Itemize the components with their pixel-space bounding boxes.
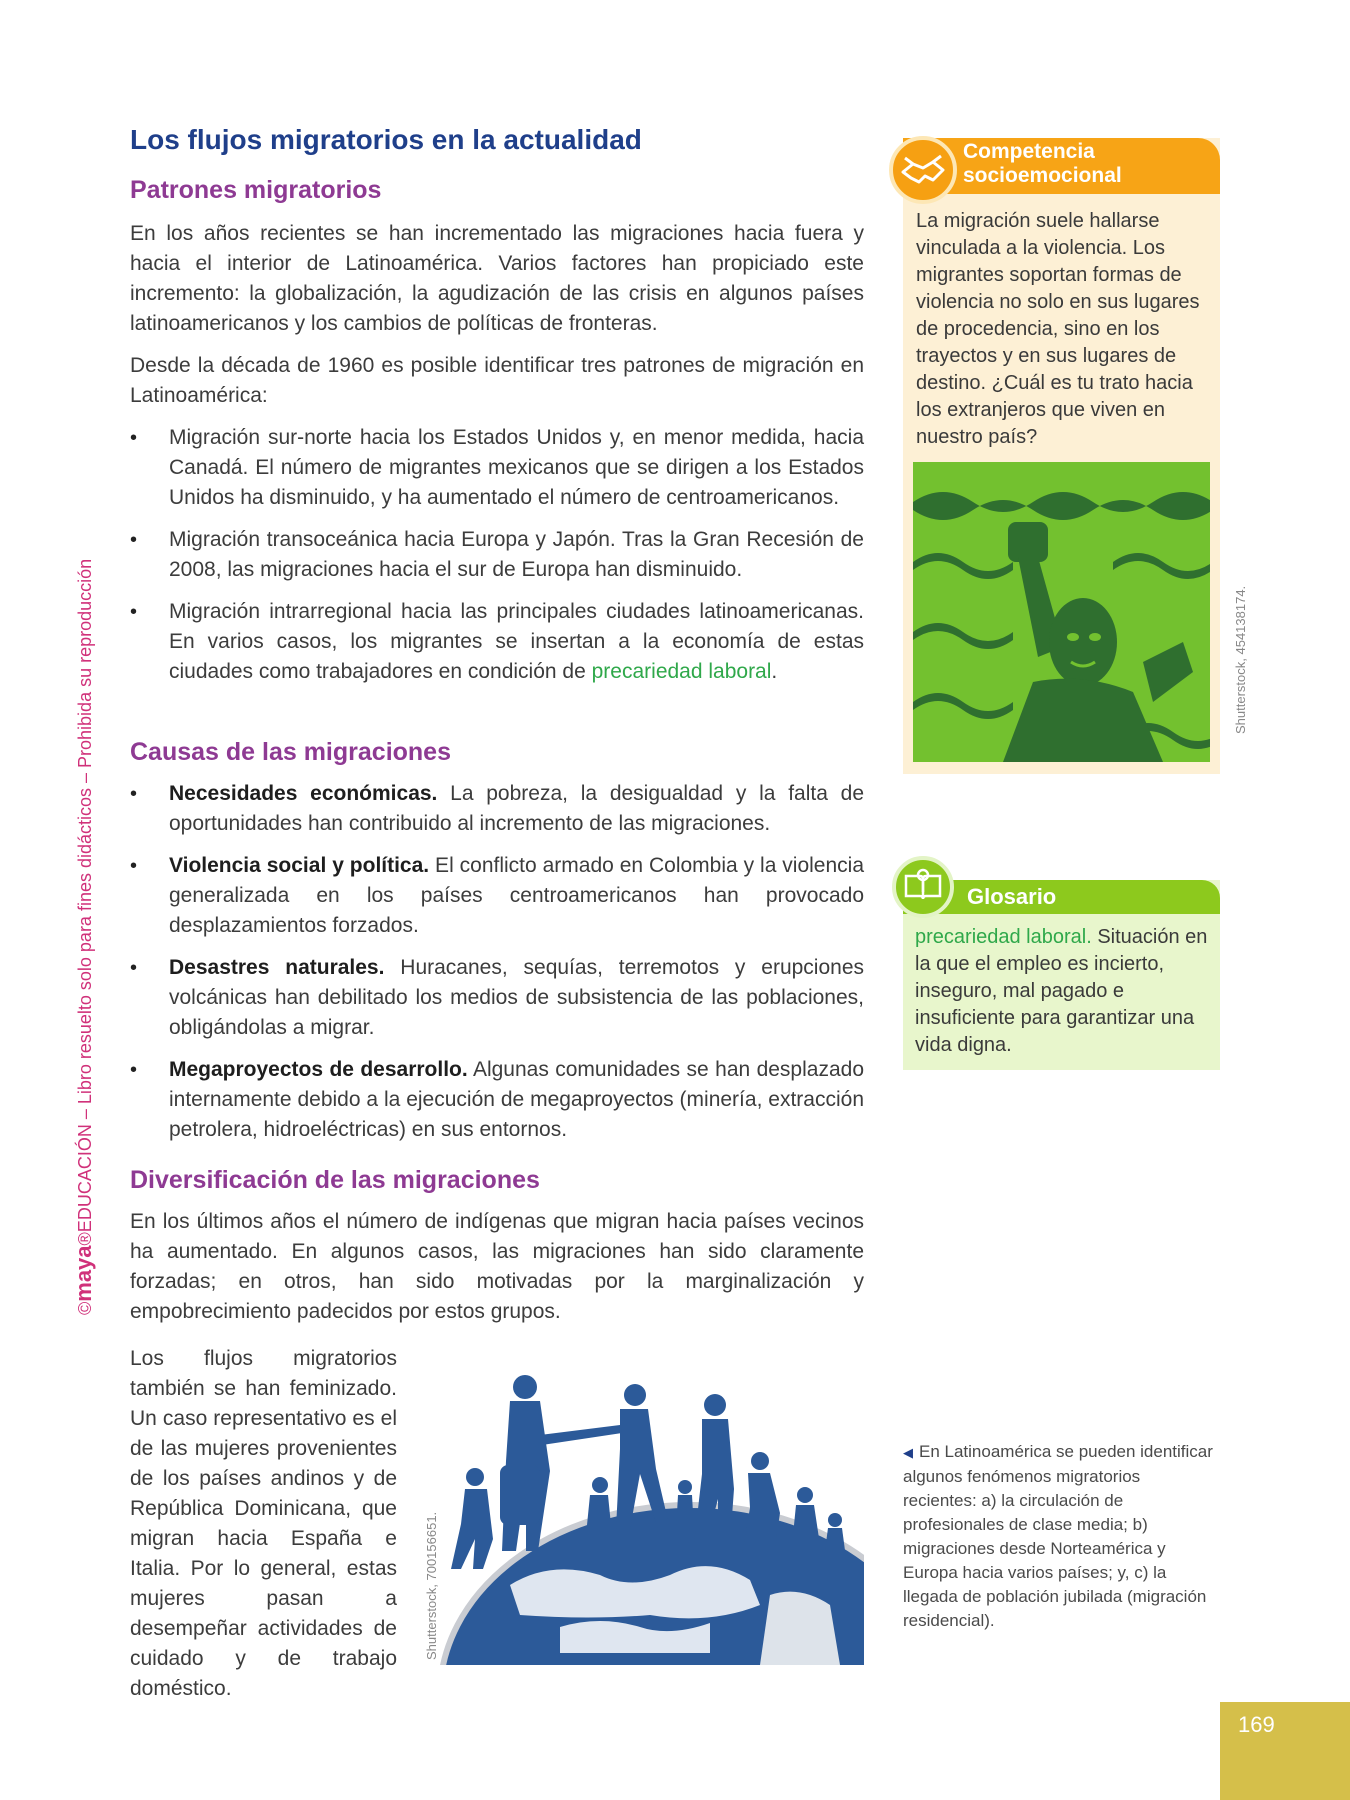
section-patrones — [130, 176, 864, 699]
list-item: • Violencia social y política. El conflicto armado en Colombia y la violencia generalizada en los países centroamericanos han provocado desplazamientos forzados. — [130, 851, 864, 941]
side-copyright-note: ©maya®EDUCACIÓN – Libro resuelto solo para fines didácticos – Prohibida su reproducción — [71, 558, 96, 1315]
page-number: 169 — [1238, 1712, 1275, 1737]
migrants-globe-icon — [440, 1365, 864, 1665]
triangle-left-icon: ◀ — [903, 1445, 913, 1460]
section-heading: Patrones migratorios — [130, 176, 382, 204]
section-causas — [130, 738, 864, 1157]
paragraph: En los últimos años el número de indígenas que migran hacia países vecinos ha aumentado. En algunos casos, las migraciones han sido claramente forzadas; en otros, han sido motivadas por la marginalización y empobrecimiento padecidos por estos grupos. — [130, 1210, 864, 1323]
page-title: Los flujos migratorios en la actualidad — [130, 124, 642, 155]
image-credit: Shutterstock, 700156651. — [424, 1511, 439, 1660]
image-credit: Shutterstock, 454138174. — [1233, 585, 1248, 734]
list-item: • Migración sur-norte hacia los Estados Unidos y, en menor medida, hacia Canadá. El número de migrantes mexicanos que se dirigen a los Estados Unidos ha disminuido, y ha aumentado el número de centroamericanos. — [130, 423, 864, 513]
competencia-title: Competencia socioemocional — [963, 140, 1122, 187]
list-item: • Necesidades económicas. La pobreza, la desigualdad y la falta de oportunidades han contribuido al incremento de las migraciones. — [130, 779, 864, 839]
glossary-term: precariedad laboral. — [915, 926, 1092, 948]
figure-caption: ◀ En Latinoamérica se pueden identificar algunos fenómenos migratorios recientes: a) la circulación de profesionales de clase media; b) migraciones desde Norteamérica y Europa hacia varios países; y, c) la llegada de población jubilada (migración residencial). — [903, 1442, 1213, 1630]
book-key-icon — [892, 856, 954, 918]
list-item: • Megaproyectos de desarrollo. Algunas comunidades se han desplazado internamente debido a la ejecución de megaproyectos (minería, extracción petrolera, hidroeléctricas) en sus entornos. — [130, 1055, 864, 1145]
section-diversificacion — [130, 1166, 864, 1339]
list-item: • Desastres naturales. Huracanes, sequías, terremotos y erupciones volcánicas han debilitado los medios de subsistencia de las poblaciones, obligándolas a migrar. — [130, 953, 864, 1043]
glosario-definition: precariedad laboral. Situación en la que el empleo es incierto, inseguro, mal pagado e insuficiente para garantizar una vida digna. — [915, 926, 1208, 1056]
glosario-title: Glosario — [967, 884, 1057, 909]
glossary-link[interactable]: precariedad laboral — [591, 660, 772, 683]
competencia-text: La migración suele hallarse vinculada a la violencia. Los migrantes soportan formas de violencia no solo en sus lugares de procedencia, sino en los trayectos y en sus lugares de destino. ¿Cuál es tu trato hacia los extranjeros que viven en nuestro país? — [916, 210, 1200, 448]
paragraph: En los años recientes se han incrementado las migraciones hacia fuera y hacia el interior de Latinoamérica. Varios factores han propiciado este incremento: la globalización, la agudización de las crisis en algunos países latinoamericanos y los cambios de políticas de fronteras. — [130, 222, 864, 335]
section-heading: Causas de las migraciones — [130, 738, 451, 766]
section-heading: Diversificación de las migraciones — [130, 1166, 540, 1194]
paragraph-feminizacion: Los flujos migratorios también se han feminizado. Un caso representativo es el de las mujeres provenientes de los países andinos y de República Dominicana, que migran hacia España e Italia. Por lo general, estas mujeres pasan a desempeñar actividades de cuidado y de trabajo doméstico. — [130, 1347, 397, 1700]
paragraph: Desde la década de 1960 es posible identificar tres patrones de migración en Latinoamérica: — [130, 354, 864, 407]
list-item: • Migración transoceánica hacia Europa y Japón. Tras la Gran Recesión de 2008, las migraciones hacia el sur de Europa han disminuido. — [130, 525, 864, 585]
list-item: • Migración intrarregional hacia las principales ciudades latinoamericanas. En varios casos, los migrantes se insertan a la economía de estas ciudades como trabajadores en condición de precariedad laboral. — [130, 597, 864, 687]
page-number-tab — [1220, 1702, 1350, 1800]
chained-fist-illustration — [913, 462, 1210, 762]
migration-illustration — [440, 1365, 864, 1665]
handshake-icon — [889, 136, 957, 204]
